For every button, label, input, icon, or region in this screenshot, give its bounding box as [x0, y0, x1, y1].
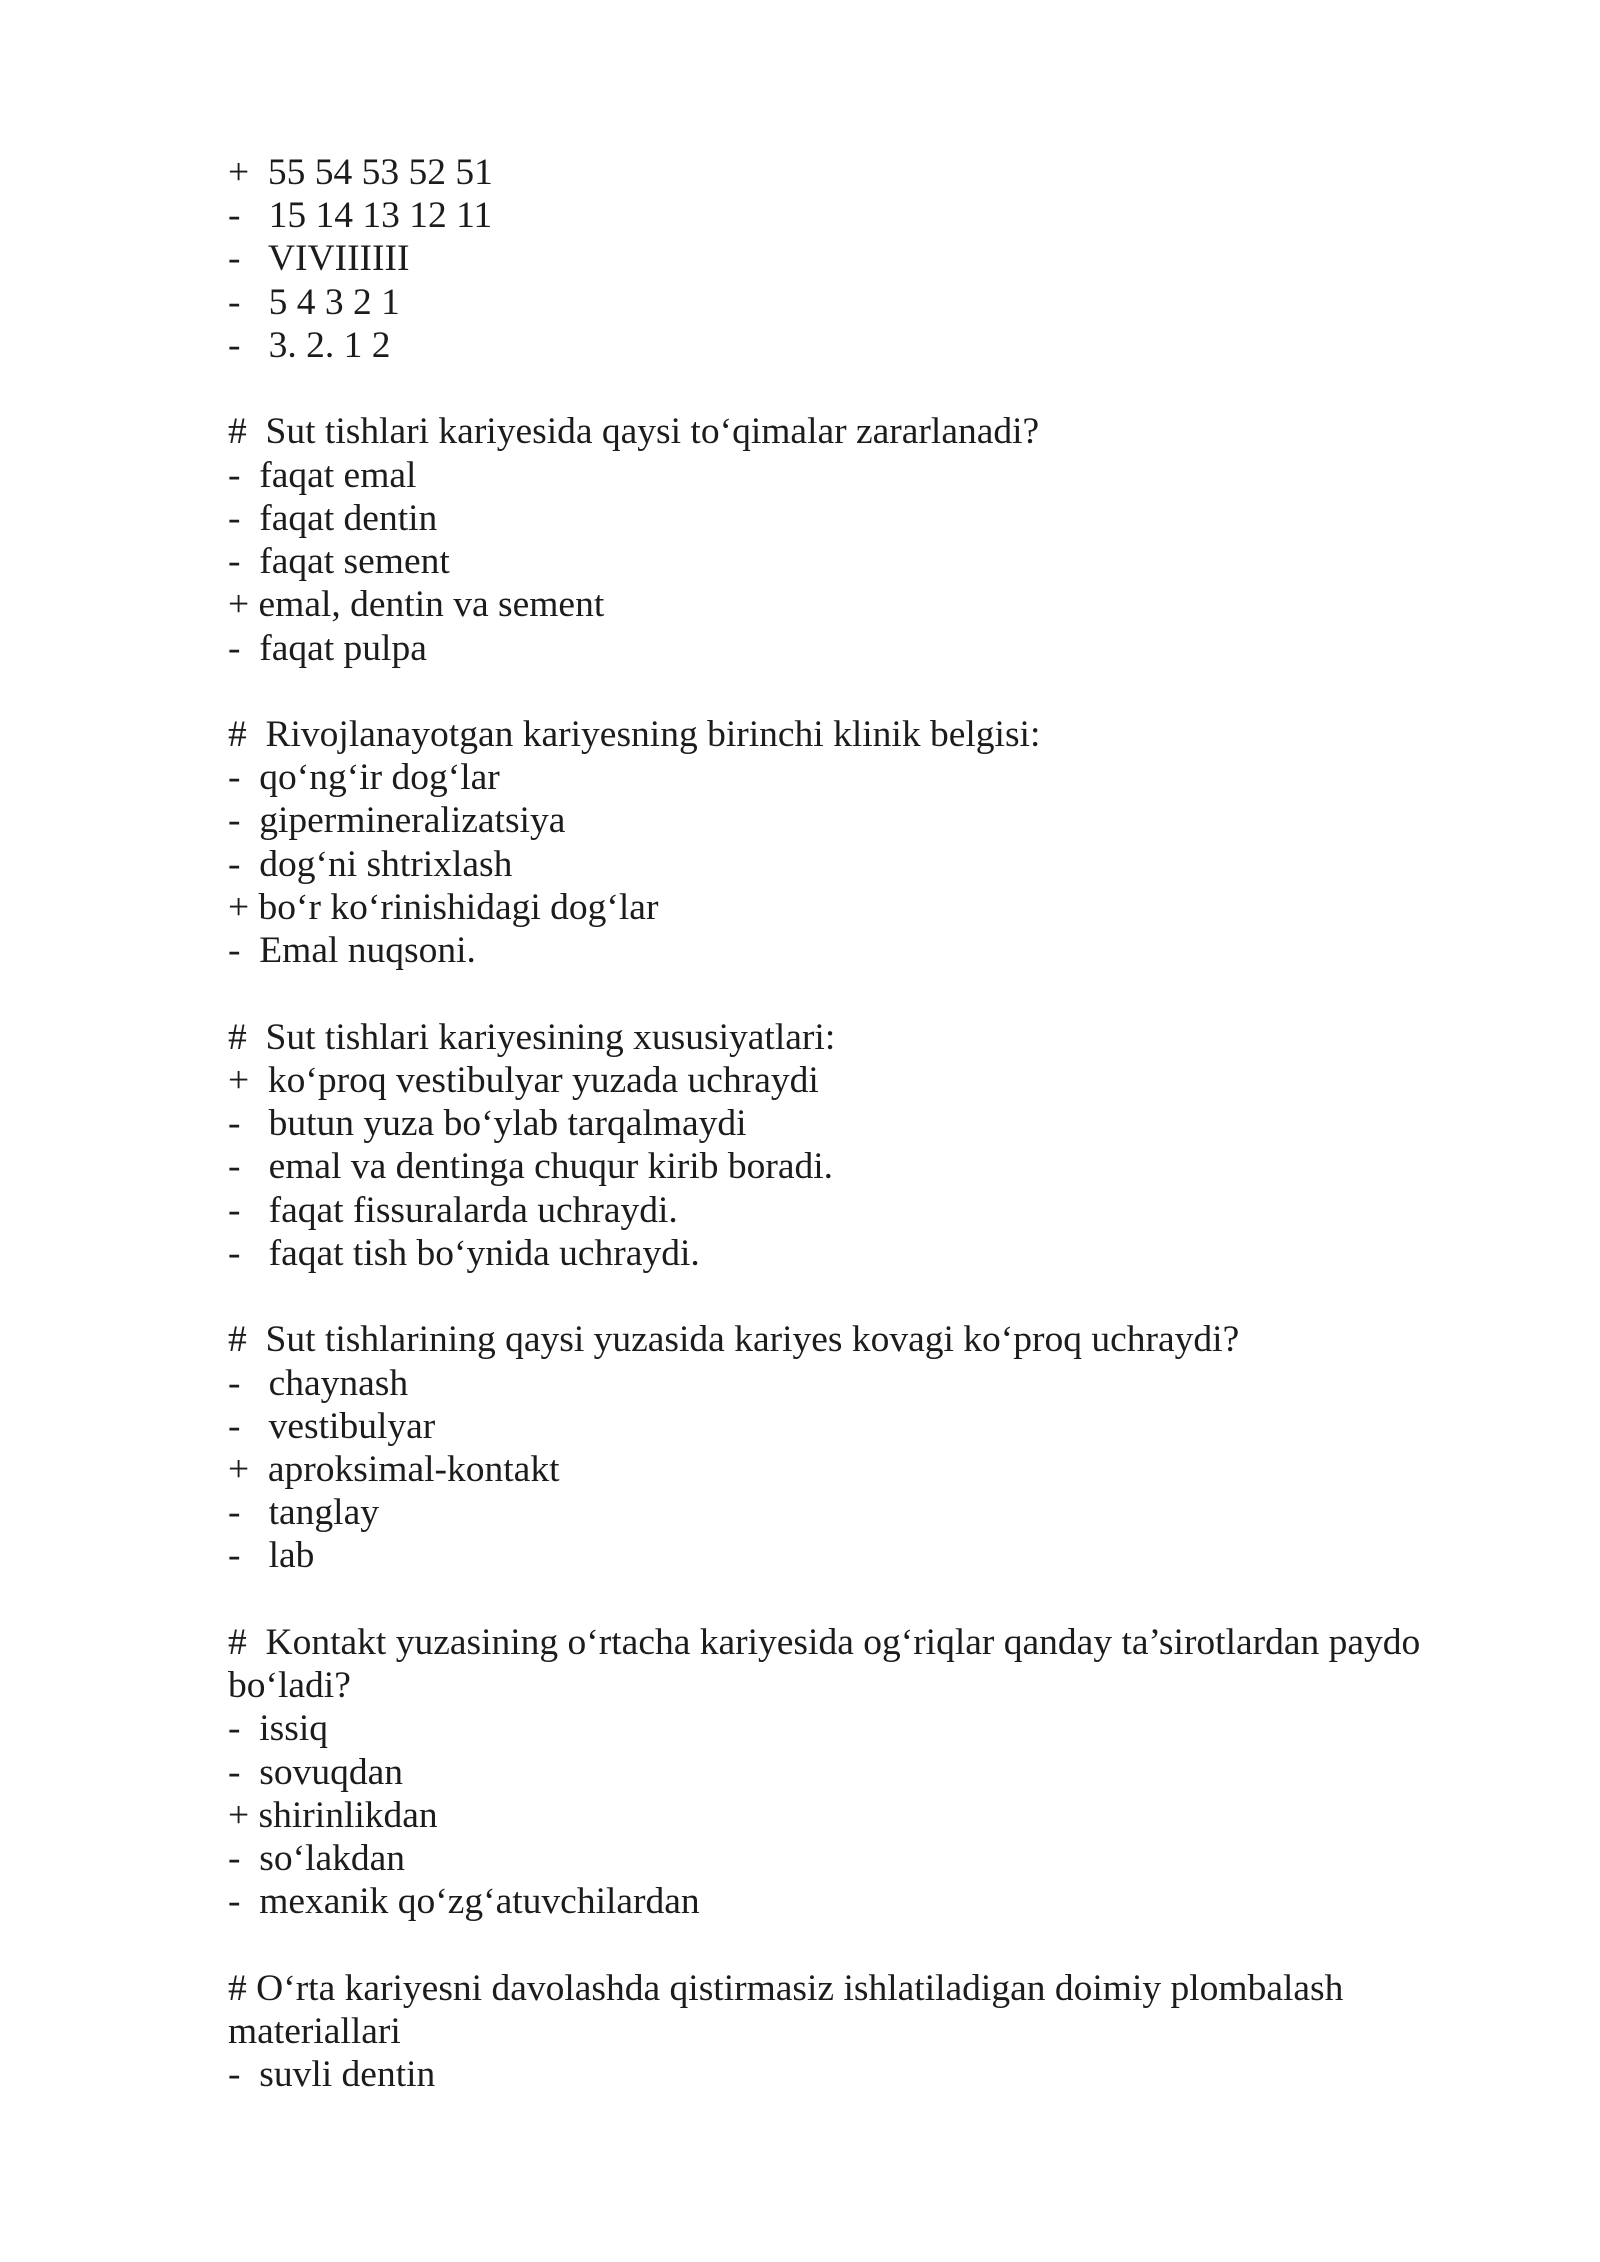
question-block: [228, 1318, 1478, 1577]
question-block: [228, 410, 1478, 669]
answer-option: - faqat sement: [228, 541, 450, 583]
answer-option: - vestibulyar: [228, 1405, 436, 1447]
answer-option: - sovuqdan: [228, 1751, 403, 1793]
answer-option: - tanglay: [228, 1492, 379, 1534]
question-text: # Sut tishlarining qaysi yuzasida kariyes kovagi ko‘proq uchraydi?: [228, 1319, 1240, 1361]
answer-option: - faqat emal: [228, 454, 417, 496]
answer-option: - chaynash: [228, 1362, 409, 1404]
answer-option: + ko‘proq vestibulyar yuzada uchraydi: [228, 1059, 819, 1101]
answer-option: - 3. 2. 1 2: [228, 324, 391, 366]
answer-option: - so‘lakdan: [228, 1838, 406, 1880]
answer-option: + 55 54 53 52 51: [228, 152, 493, 193]
answer-option: + shirinlikdan: [228, 1794, 438, 1836]
answer-option: - faqat tish bo‘ynida uchraydi.: [228, 1232, 700, 1274]
question-text: # Sut tishlari kariyesining xususiyatlari:: [228, 1016, 836, 1058]
answer-option: - gipermineralizatsiya: [228, 800, 566, 842]
question-text: # Kontakt yuzasining o‘rtacha kariyesida og‘riqlar qanday ta’sirotlardan paydo bo‘ladi?: [228, 1621, 1430, 1707]
answer-option: + bo‘r ko‘rinishidagi dog‘lar: [228, 886, 659, 928]
answer-option: - 15 14 13 12 11: [228, 195, 493, 237]
question-block: [228, 713, 1478, 972]
answer-option: - suvli dentin: [228, 2054, 436, 2096]
question-text: # Rivojlanayotgan kariyesning birinchi klinik belgisi:: [228, 714, 1041, 756]
answer-option: - faqat dentin: [228, 497, 438, 539]
answer-option: - faqat pulpa: [228, 627, 427, 669]
answer-option: + emal, dentin va sement: [228, 584, 605, 626]
answer-option: - butun yuza bo‘ylab tarqalmaydi: [228, 1103, 747, 1145]
answer-option: - dog‘ni shtrixlash: [228, 843, 513, 885]
answer-option: - qo‘ng‘ir dog‘lar: [228, 757, 500, 799]
document-page: [228, 151, 1478, 2096]
question-text: # Sut tishlari kariyesida qaysi to‘qimalar zararlanadi?: [228, 411, 1040, 453]
answer-option: - lab: [228, 1535, 315, 1577]
answer-option: - faqat fissuralarda uchraydi.: [228, 1189, 678, 1231]
question-block: [228, 1621, 1478, 1924]
answer-option: - mexanik qo‘zg‘atuvchilardan: [228, 1881, 700, 1923]
question-text: # O‘rta kariyesni davolashda qistirmasiz ishlatiladigan doimiy plombalash materiallari: [228, 1967, 1353, 2052]
answer-option: + aproksimal-kontakt: [228, 1448, 560, 1490]
question-block: [228, 1967, 1478, 2097]
answer-option: - issiq: [228, 1708, 329, 1750]
answer-option: - VIVIIIIII: [228, 238, 410, 280]
answer-option: - 5 4 3 2 1: [228, 281, 400, 323]
answer-option: - emal va dentinga chuqur kirib boradi.: [228, 1146, 834, 1188]
question-block: [228, 151, 1478, 367]
question-block: [228, 1016, 1478, 1275]
answer-option: - Emal nuqsoni.: [228, 930, 476, 972]
